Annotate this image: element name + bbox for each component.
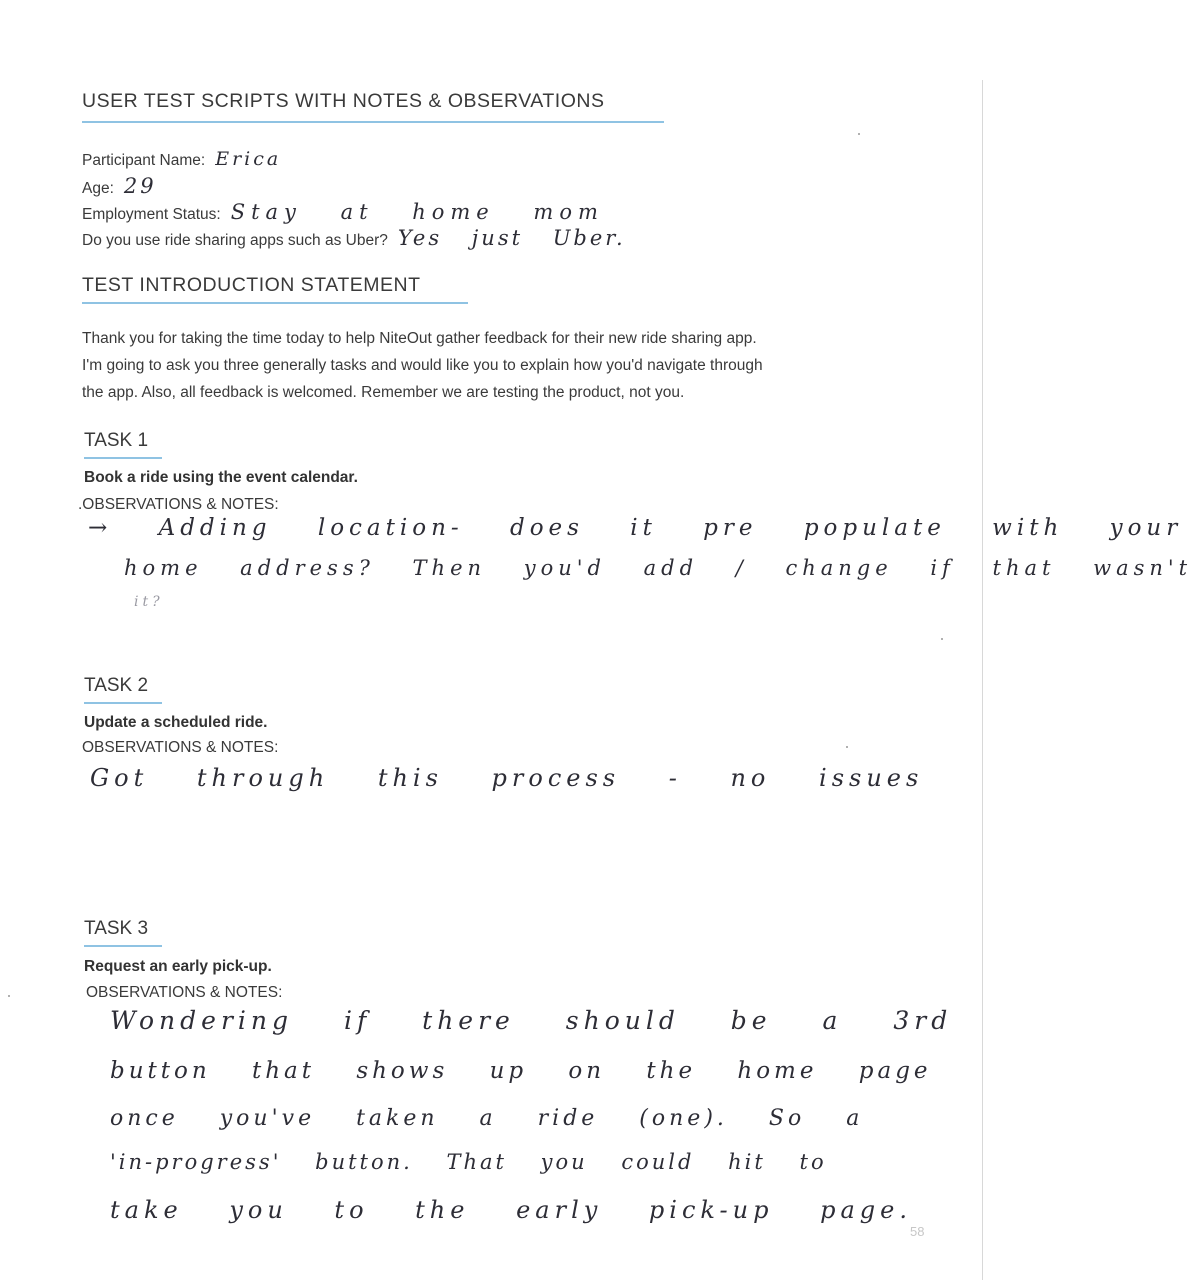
task-2-title: Update a scheduled ride. xyxy=(84,714,268,731)
task-3-note-line: Wondering if there should be a 3rd xyxy=(110,1006,953,1035)
intro-line: the app. Also, all feedback is welcomed. Remember we are testing the product, not you. xyxy=(82,384,685,401)
scan-speck xyxy=(846,746,848,748)
age-row xyxy=(82,174,157,198)
page-number: 58 xyxy=(910,1224,925,1239)
task-1-note-line: it? xyxy=(134,594,164,610)
task-2-note-line: Got through this process - no issues xyxy=(90,764,924,792)
ride-sharing-row xyxy=(82,226,626,250)
intro-underline xyxy=(82,302,468,304)
scan-speck xyxy=(858,133,860,135)
participant-name-label: Participant Name: xyxy=(82,152,206,169)
task-3-underline xyxy=(84,945,162,947)
intro-line: I'm going to ask you three generally tasks and would like you to explain how you'd navigate through xyxy=(82,357,763,374)
task-1-notes-label: .OBSERVATIONS & NOTES: xyxy=(78,496,279,513)
employment-row xyxy=(82,200,604,224)
ride-sharing-label: Do you use ride sharing apps such as Uber? xyxy=(82,232,388,249)
task-3-title: Request an early pick-up. xyxy=(84,958,272,975)
task-2-notes-label: OBSERVATIONS & NOTES: xyxy=(82,739,279,756)
task-1-note-line: → Adding location- does it pre populate with your xyxy=(88,515,1183,541)
task-1-note-line: home address? Then you'd add / change if that wasn't xyxy=(124,556,1192,580)
task-1-underline xyxy=(84,457,162,459)
task-3-notes-label: OBSERVATIONS & NOTES: xyxy=(86,984,283,1001)
employment-value: Stay at home mom xyxy=(230,200,604,224)
scan-edge xyxy=(982,80,983,1280)
scan-speck xyxy=(941,638,943,640)
intro-line: Thank you for taking the time today to help NiteOut gather feedback for their new ride sharing app. xyxy=(82,330,757,347)
task-3-note-line: once you've taken a ride (one). So a xyxy=(110,1106,864,1131)
employment-label: Employment Status: xyxy=(82,206,221,223)
task-1-title: Book a ride using the event calendar. xyxy=(84,469,358,486)
title-underline xyxy=(82,121,664,123)
page-title: USER TEST SCRIPTS WITH NOTES & OBSERVATIONS xyxy=(82,90,605,112)
task-3-note-line: button that shows up on the home page xyxy=(110,1058,932,1084)
task-3-note-line: take you to the early pick-up page. xyxy=(110,1196,912,1224)
task-2-underline xyxy=(84,702,162,704)
task-2-heading: TASK 2 xyxy=(84,675,149,696)
age-value: 29 xyxy=(123,174,157,198)
task-1-heading: TASK 1 xyxy=(84,430,149,451)
age-label: Age: xyxy=(82,180,114,197)
intro-statement xyxy=(82,325,912,406)
participant-name-value: Erica xyxy=(215,148,282,170)
ride-sharing-value: Yes just Uber. xyxy=(397,226,626,250)
task-3-heading: TASK 3 xyxy=(84,918,149,939)
participant-name-row xyxy=(82,148,281,170)
intro-heading: TEST INTRODUCTION STATEMENT xyxy=(82,274,421,296)
scan-speck xyxy=(8,995,10,997)
task-3-note-line: 'in-progress' button. That you could hit to xyxy=(110,1150,827,1174)
